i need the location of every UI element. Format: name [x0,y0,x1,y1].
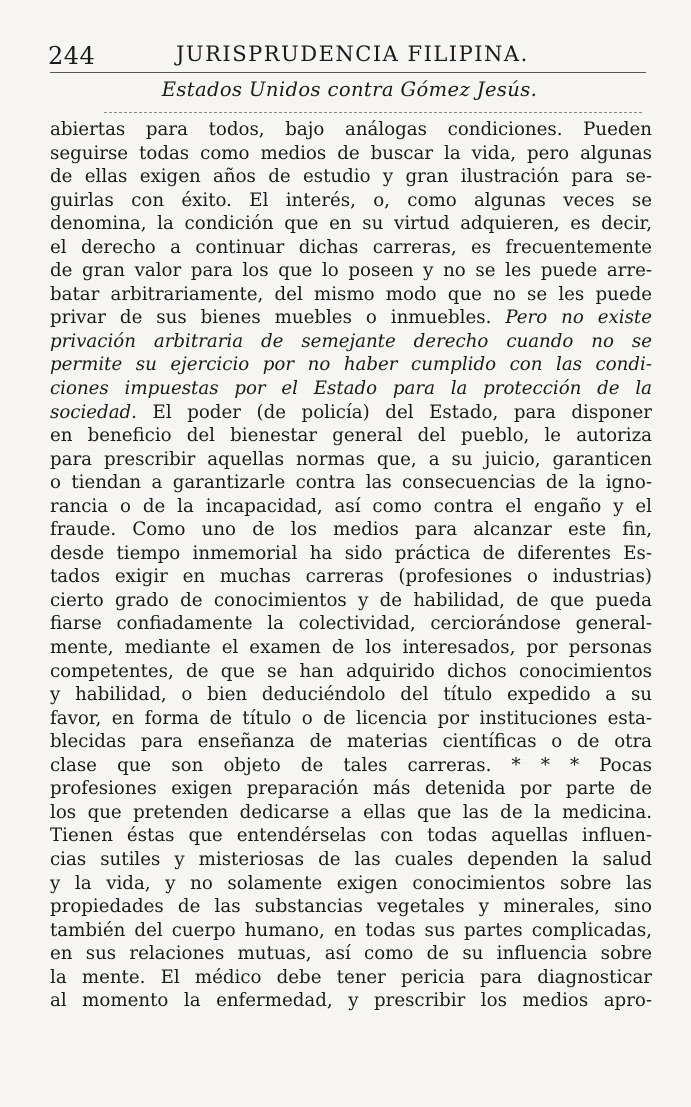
body-text [50,118,652,1013]
text-line-mixed [50,401,652,425]
text-segment: privar de sus bienes muebles o inmuebles. [50,307,492,329]
italic-line: permite su ejercicio por no haber cumplido con las condi- [50,354,652,376]
text-line: en beneficio del bienestar general del pueblo, le autoriza [50,425,652,447]
case-title-text: Estados Unidos contra Gómez Jesús. [161,78,538,101]
text-line: mente, mediante el examen de los interesados, por personas [50,637,652,659]
text-line: denomina, la condición que en su virtud adquieren, es decir, [50,213,652,235]
text-line: de ellas exigen años de estudio y gran ilustración para se- [50,166,652,188]
text-line: en sus relaciones mutuas, así como de su influencia sobre [50,943,652,965]
text-line: y la vida, y no solamente exigen conocimientos sobre las [50,872,652,894]
text-line: profesiones exigen preparación más detenida por parte de [50,778,652,800]
text-line: cias sutiles y misteriosas de las cuales dependen la salud [50,848,652,870]
text-line: propiedades de las substancias vegetales y minerales, sino [50,896,652,918]
header-rule [50,72,646,73]
text-line: clase que son objeto de tales carreras. * * * Pocas [50,754,652,776]
text-line: tados exigir en muchas carreras (profesiones o industrias) [50,566,652,588]
text-line: favor, en forma de título o de licencia por instituciones esta- [50,707,652,729]
text-line: abiertas para todos, bajo análogas condiciones. Pueden [50,119,652,140]
text-line: de gran valor para los que lo poseen y no se les puede arre- [50,260,652,282]
page-number: 244 [48,42,96,70]
text-line: o tiendan a garantizarle contra las consecuencias de la igno- [50,472,652,494]
page-header [48,34,648,74]
text-line: fraude. Como uno de los medios para alcanzar este fin, [50,519,652,541]
italic-line: privación arbitraria de semejante derecho cuando no se [50,330,652,352]
text-line: guirlas con éxito. El interés, o, como algunas veces se [50,189,652,211]
text-line: competentes, de que se han adquirido dichos conocimientos [50,660,652,682]
italic-segment: sociedad. [50,401,137,423]
text-line: rancia o de la incapacidad, así como contra el engaño y el [50,495,652,517]
text-line-mixed [50,306,652,330]
text-line: el derecho a continuar dichas carreras, es frecuentemente [50,236,652,258]
text-segment: El poder (de policía) del Estado, para disponer [152,401,652,423]
text-line: los que pretenden dedicarse a ellas que las de la medicina. [50,801,652,823]
text-line: para prescribir aquellas normas que, a su juicio, garanticen [50,448,652,470]
text-line: la mente. El médico debe tener pericia para diagnosticar [50,966,652,988]
text-line: y habilidad, o bien deduciéndolo del título expedido a su [50,684,652,706]
case-title-rule [104,112,642,113]
text-line: cierto grado de conocimientos y de habilidad, de que pueda [50,589,652,611]
text-line: fiarse confiadamente la colectividad, cerciorándose general- [50,613,652,635]
text-line: batar arbitrariamente, del mismo modo que no se les puede [50,283,652,305]
text-line: al momento la enfermedad, y prescribir los medios apro- [50,990,652,1012]
text-line: seguirse todas como medios de buscar la vida, pero algunas [50,142,652,164]
running-title: JURISPRUDENCIA FILIPINA. [176,42,529,66]
italic-line: ciones impuestas por el Estado para la protección de la [50,378,652,400]
text-line: Tienen éstas que entendérselas con todas aquellas influen- [50,825,652,847]
text-line: también del cuerpo humano, en todas sus partes complicadas, [50,919,652,941]
text-line: desde tiempo inmemorial ha sido práctica de diferentes Es- [50,542,652,564]
italic-segment: Pero no existe [505,307,652,329]
text-line: blecidas para enseñanza de materias científicas o de otra [50,731,652,753]
case-title [0,78,691,101]
